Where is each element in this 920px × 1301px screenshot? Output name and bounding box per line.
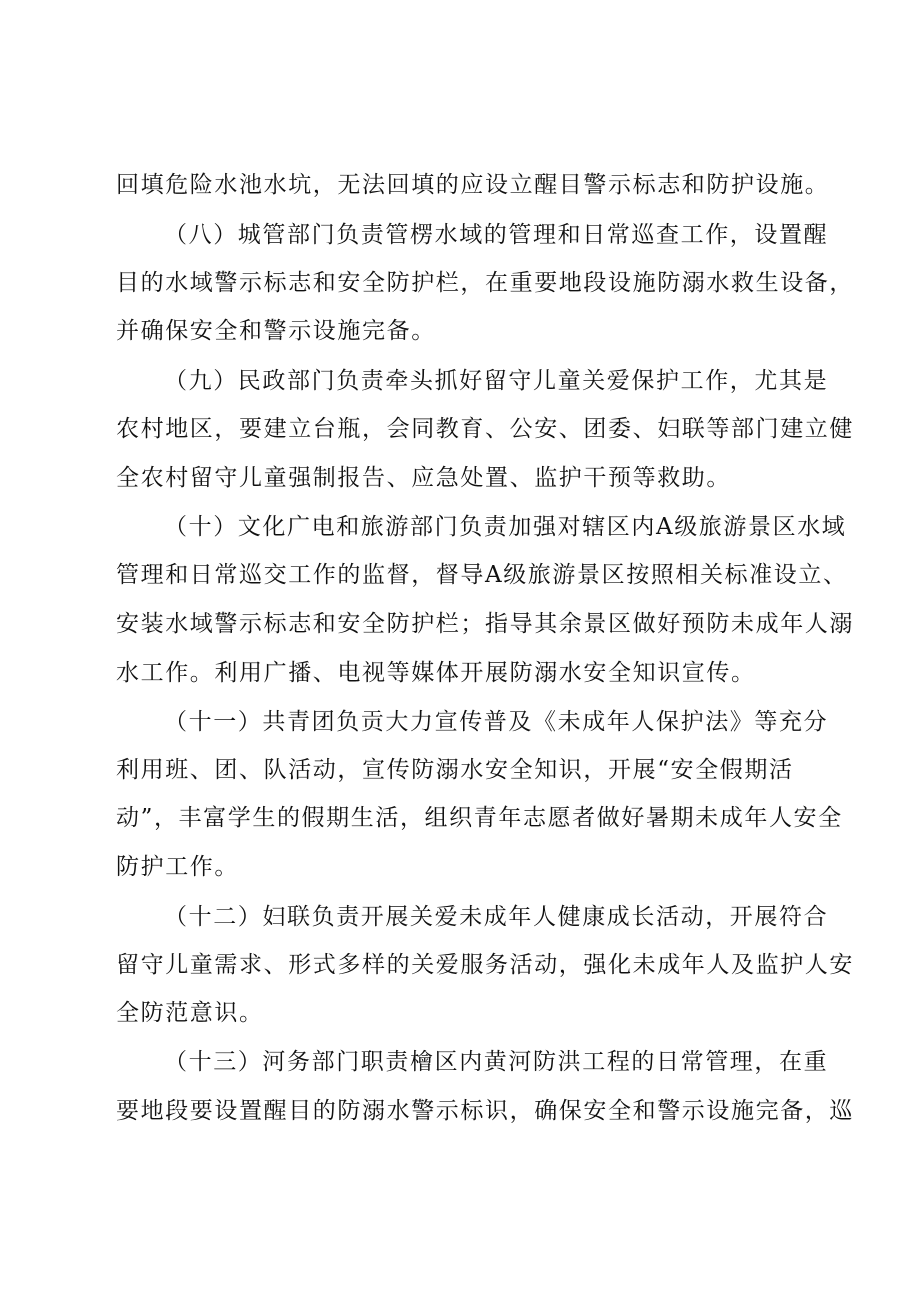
text-line: 全防范意识。 (116, 1000, 264, 1026)
text-line: 动”，丰富学生的假期生活，组织青年志愿者做好暑期未成年人安全 (116, 805, 843, 831)
paragraph-9-line: （九）民政部门负责牵头抓好留守儿童关爱保护工作，尤其是 (164, 368, 829, 394)
paragraph-13-line: （十三）河务部门职责檜区内黄河防洪工程的日常管理，在重 (164, 1049, 829, 1075)
paragraph-12-line: （十二）妇联负责开展关爱未成年人健康成长活动，开展符合 (164, 904, 829, 930)
paragraph-11-line: （十一）共青团负贡大力宣传普及《未成年人保护法》等充分 (164, 709, 829, 735)
text-line: 管理和日常巡交工作的监督，督导A级旅游景区按照相关标准设立、 (116, 562, 848, 588)
text-line: 安装水域警示标志和安全防护栏；指导其余景区做好预防未成年人溺 (116, 611, 854, 637)
text-line: 农村地区，要建立台瓶，会同教育、公安、团委、妇联等部门建立健 (116, 416, 854, 442)
text-line: 要地段要设置醒目的防溺水警示标识，确保安全和警示设施完备，巡 (116, 1098, 854, 1124)
text-line: 并确保安全和警示设施完备。 (116, 318, 436, 344)
text-line: 回填危险水池水坑，无法回填的应设立醒目警示标志和防护设施。 (116, 172, 830, 198)
text-line: 目的水域警示标志和安全防护栏，在重要地段设施防溺水救生设备， (116, 270, 854, 296)
text-line: 全农村留守儿童强制报告、应急处置、监护干预等救助。 (116, 465, 731, 491)
paragraph-10-line: （十）文化广电和旅游部门负责加强对辖区内A级旅游景区水域 (164, 514, 847, 540)
paragraph-8-line: （八）城管部门负责管楞水域的管理和日常巡查工作，设置醒 (164, 222, 829, 248)
text-line: 留守儿童需求、形式多样的关爱服务活动，强化未成年人及监护人安 (116, 952, 854, 978)
text-line: 防护工作。 (116, 854, 239, 880)
text-line: 利用班、团、队活动，宣传防溺水安全知识，开展“安全假期活 (116, 757, 794, 783)
text-line: 水工作。利用广播、电视等媒体开展防溺水安全知识宣传。 (116, 660, 756, 686)
